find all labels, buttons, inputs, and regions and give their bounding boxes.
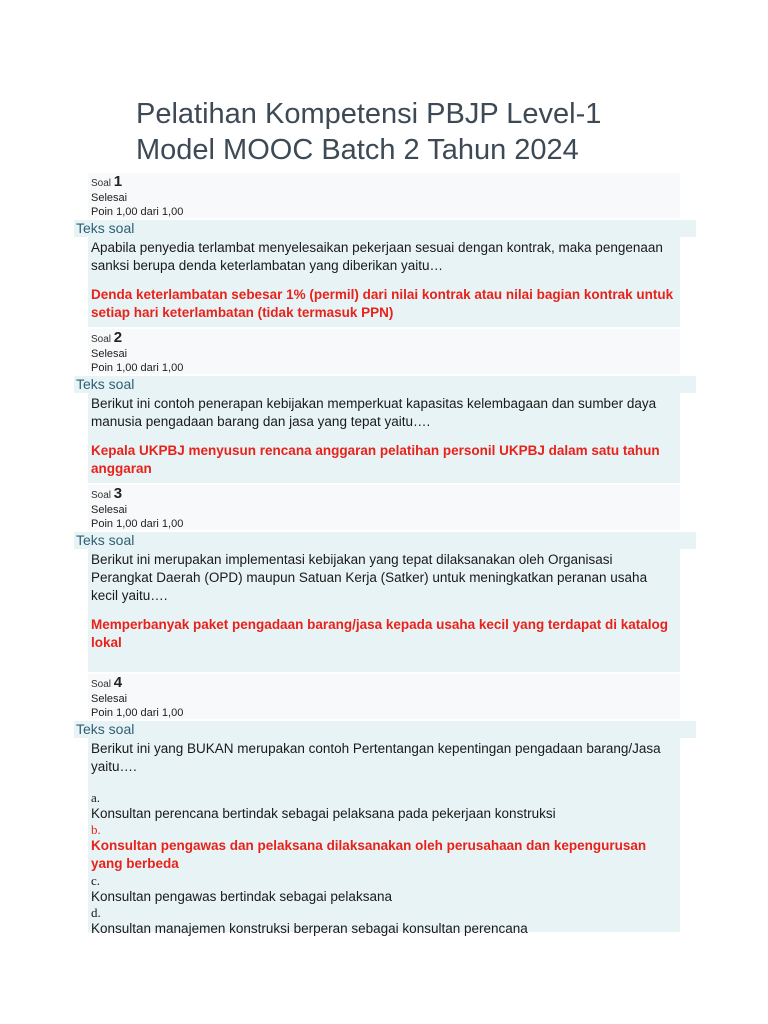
soal-label: Soal bbox=[91, 490, 112, 501]
question-text-label-3: Teks soal bbox=[74, 532, 696, 549]
question-number-line bbox=[91, 329, 680, 347]
question-number-line bbox=[91, 674, 680, 692]
question-text: Berikut ini merupakan implementasi kebijakan yang tepat dilaksanakan oleh Organisasi Perangkat Daerah (OPD) maupun Satuan Kerja (Satker) untuk meningkatkan peranan usaha kecil yaitu…. bbox=[91, 552, 648, 603]
question-number: 4 bbox=[113, 674, 123, 691]
soal-label: Soal bbox=[91, 334, 112, 345]
question-info-4 bbox=[88, 674, 680, 719]
question-info-3 bbox=[88, 485, 680, 530]
option-d-letter: d. bbox=[91, 905, 101, 920]
question-state: Selesai bbox=[91, 504, 128, 516]
question-grade: Poin 1,00 dari 1,00 bbox=[91, 707, 184, 719]
option-b-letter: b. bbox=[91, 822, 101, 837]
option-c-text: Konsultan pengawas bertindak sebagai pelaksana bbox=[91, 889, 392, 904]
question-number-line bbox=[91, 173, 680, 191]
answer-text: Kepala UKPBJ menyusun rencana anggaran pelatihan personil UKPBJ dalam satu tahun anggaran bbox=[91, 443, 660, 476]
answer-text: Denda keterlambatan sebesar 1% (permil) dari nilai kontrak atau nilai bagian kontrak untuk setiap hari keterlambatan (tidak termasuk PPN) bbox=[91, 287, 674, 320]
soal-label: Soal bbox=[91, 679, 112, 690]
question-text-box-4 bbox=[88, 738, 680, 936]
question-number: 3 bbox=[113, 485, 123, 502]
soal-label: Soal bbox=[91, 178, 112, 189]
option-a-letter: a. bbox=[91, 790, 101, 805]
question-info-2 bbox=[88, 329, 680, 374]
question-state: Selesai bbox=[91, 348, 128, 360]
question-state: Selesai bbox=[91, 693, 128, 705]
question-text: Berikut ini contoh penerapan kebijakan memperkuat kapasitas kelembagaan dan sumber daya manusia pengadaan barang dan jasa yang tepat yaitu…. bbox=[91, 396, 657, 429]
question-grade: Poin 1,00 dari 1,00 bbox=[91, 518, 184, 530]
question-text-label-1: Teks soal bbox=[74, 220, 696, 237]
question-text-box-1 bbox=[88, 237, 680, 327]
question-text-box-2 bbox=[88, 393, 680, 483]
question-info-1 bbox=[88, 173, 680, 218]
option-b-text-answer: Konsultan pengawas dan pelaksana dilaksanakan oleh perusahaan dan kepengurusan yang berbeda bbox=[91, 838, 647, 871]
question-text: Apabila penyedia terlambat menyelesaikan pekerjaan sesuai dengan kontrak, maka pengenaan sanksi berupa denda keterlambatan yang diberikan yaitu… bbox=[91, 240, 663, 273]
question-text-label-2: Teks soal bbox=[74, 376, 696, 393]
option-d-text: Konsultan manajemen konstruksi berperan sebagai konsultan perencana bbox=[91, 921, 528, 936]
page-title-line-2: Model MOOC Batch 2 Tahun 2024 bbox=[136, 134, 579, 166]
question-text-box-3 bbox=[88, 549, 680, 672]
page-title-line-1: Pelatihan Kompetensi PBJP Level-1 bbox=[136, 98, 602, 130]
question-text-label-4: Teks soal bbox=[74, 721, 696, 738]
question-text: Berikut ini yang BUKAN merupakan contoh Pertentangan kepentingan pengadaan barang/Jasa yaitu…. bbox=[91, 741, 661, 774]
question-grade: Poin 1,00 dari 1,00 bbox=[91, 206, 184, 218]
option-a-text: Konsultan perencana bertindak sebagai pelaksana pada pekerjaan konstruksi bbox=[91, 806, 556, 821]
answer-text: Memperbanyak paket pengadaan barang/jasa kepada usaha kecil yang terdapat di katalog lokal bbox=[91, 617, 668, 650]
question-number: 1 bbox=[113, 173, 123, 190]
question-number-line bbox=[91, 485, 680, 503]
question-grade: Poin 1,00 dari 1,00 bbox=[91, 362, 184, 374]
page-title bbox=[136, 96, 736, 168]
question-state: Selesai bbox=[91, 192, 128, 204]
option-c-letter: c. bbox=[91, 873, 101, 888]
question-number: 2 bbox=[113, 329, 123, 346]
